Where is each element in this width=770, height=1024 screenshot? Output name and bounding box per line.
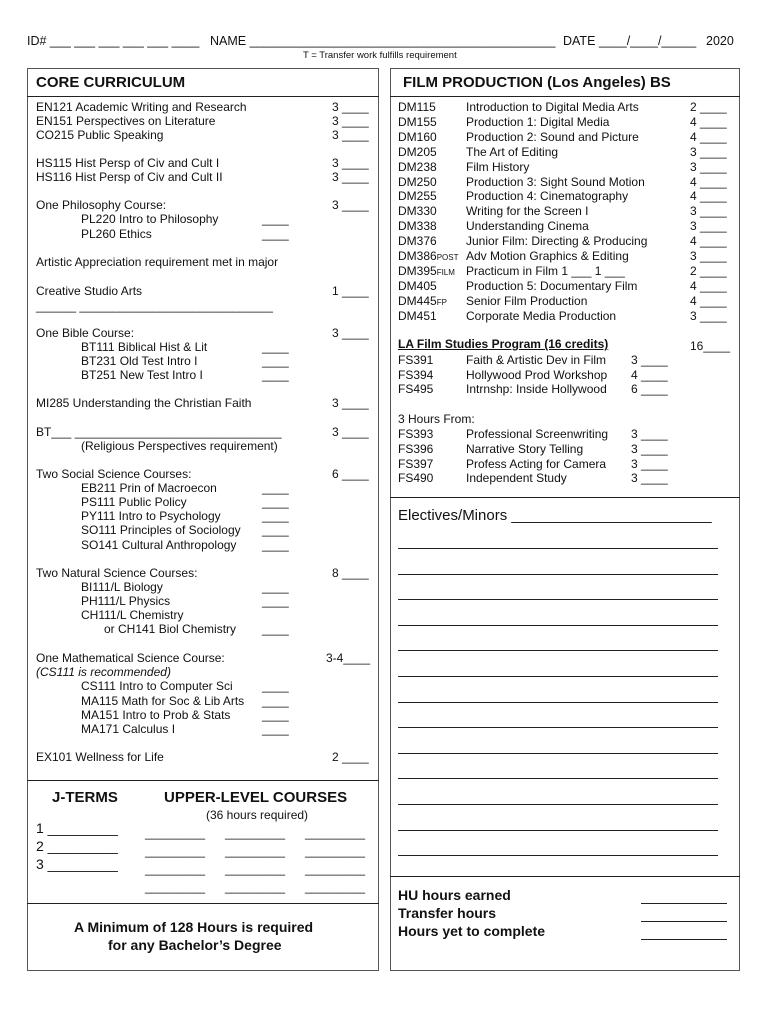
core-course-credits[interactable]: 3 ____ — [332, 114, 369, 128]
film-course-credits[interactable]: 3 ____ — [690, 159, 727, 174]
id-field[interactable]: ID# ___ ___ ___ ___ ___ ____ — [27, 34, 200, 48]
core-course-label: PL260 Ethics — [81, 227, 152, 241]
elective-blank-line[interactable] — [398, 804, 718, 805]
film-course-code — [398, 249, 458, 263]
film-course-code — [398, 219, 437, 233]
elective-blank-line[interactable] — [398, 599, 718, 600]
upper-level-blank[interactable]: _________ — [145, 880, 206, 894]
core-course-label: MA115 Math for Soc & Lib Arts — [81, 694, 245, 708]
core-course-credits[interactable]: ____ — [262, 622, 289, 636]
core-course-label: MI285 Understanding the Christian Faith — [36, 396, 252, 410]
core-course-label: EN121 Academic Writing and Research — [36, 100, 247, 114]
elective-blank-line[interactable] — [398, 702, 718, 703]
core-course-label: HS115 Hist Persp of Civ and Cult I — [36, 156, 220, 170]
course-code: DM330 — [398, 204, 437, 219]
core-course-credits[interactable]: ____ — [262, 679, 289, 693]
core-course-credits[interactable]: ____ — [262, 227, 289, 241]
la-program-title: LA Film Studies Program (16 credits) — [398, 337, 609, 351]
core-course-label: EN151 Perspectives on Literature — [36, 114, 216, 128]
jterm-line-2[interactable]: 2 _________ — [36, 838, 118, 854]
film-course-code — [398, 100, 436, 114]
program-bottom-rule — [390, 497, 740, 498]
core-course-credits[interactable]: 2 ____ — [332, 750, 369, 764]
core-course-label: BT___ _______________________________ — [36, 425, 282, 439]
core-course-label: CS111 Intro to Computer Sci — [81, 679, 233, 693]
film-course-name: Senior Film Production — [466, 293, 588, 308]
core-course-credits[interactable]: 3 ____ — [332, 156, 369, 170]
elective-blank-line[interactable] — [398, 625, 718, 626]
elective-course-credits[interactable]: 3 ____ — [631, 441, 668, 456]
film-course-name: Adv Motion Graphics & Editing — [466, 249, 629, 263]
electives-minors-title[interactable]: Electives/Minors ________________________ — [398, 507, 712, 524]
film-course-credits[interactable]: 4 ____ — [690, 278, 727, 293]
upper-level-blank[interactable]: _________ — [145, 844, 206, 858]
film-course-name: Introduction to Digital Media Arts — [466, 100, 639, 114]
film-course-credits[interactable]: 4 ____ — [690, 189, 727, 204]
upper-level-title: UPPER-LEVEL COURSES — [164, 789, 348, 806]
core-course-credits[interactable]: 3 ____ — [332, 100, 369, 114]
elective-course-code: FS393 — [398, 427, 434, 441]
film-course-code — [398, 234, 437, 248]
core-course-credits[interactable]: 3 ____ — [332, 396, 369, 410]
film-course-code — [398, 309, 437, 323]
elective-course-name: Independent Study — [466, 471, 567, 486]
elective-blank-line[interactable] — [398, 574, 718, 575]
course-code: DM155 — [398, 114, 437, 129]
hours-yet-label: Hours yet to complete — [398, 923, 546, 939]
upper-level-blank[interactable]: _________ — [305, 826, 366, 840]
upper-level-subtitle: (36 hours required) — [206, 808, 309, 822]
core-course-label: One Philosophy Course: — [36, 198, 167, 212]
la-course-name: Hollywood Prod Workshop — [466, 367, 608, 382]
core-course-credits[interactable]: ____ — [262, 694, 289, 708]
core-course-label: Two Social Science Courses: — [36, 467, 192, 481]
core-course-label: EX101 Wellness for Life — [36, 750, 164, 764]
core-course-credits[interactable]: 8 ____ — [332, 566, 369, 580]
jterm-line-1[interactable]: 1 _________ — [36, 820, 118, 836]
film-course-name: Production 5: Documentary Film — [466, 278, 638, 293]
elective-blank-line[interactable] — [398, 650, 718, 651]
core-course-credits[interactable]: ____ — [262, 523, 289, 537]
core-course-label: CH111/L Chemistry — [81, 608, 184, 622]
film-course-credits[interactable]: 2 ____ — [690, 100, 727, 114]
core-course-credits[interactable]: ____ — [262, 481, 289, 495]
transfer-note: T = Transfer work fulfills requirement — [303, 50, 457, 61]
film-course-name: Production 4: Cinematography — [466, 189, 629, 204]
elective-course-name: Profess Acting for Camera — [466, 456, 607, 471]
elective-blank-line[interactable] — [398, 830, 718, 831]
core-course-credits[interactable]: ____ — [262, 708, 289, 722]
core-course-credits[interactable]: 1 ____ — [332, 284, 369, 298]
upper-level-blank[interactable]: _________ — [305, 862, 366, 876]
minimum-hours-line2: for any Bachelor’s Degree — [108, 937, 282, 953]
jterm-line-3[interactable]: 3 _________ — [36, 856, 118, 872]
core-course-credits[interactable]: ____ — [262, 580, 289, 594]
core-course-label: Two Natural Science Courses: — [36, 566, 198, 580]
course-code: DM405 — [398, 278, 437, 293]
film-course-credits[interactable]: 4 ____ — [690, 234, 727, 249]
elective-blank-line[interactable] — [398, 676, 718, 677]
core-course-credits[interactable]: 3 ____ — [332, 425, 369, 439]
elective-blank-line[interactable] — [398, 855, 718, 856]
core-course-credits[interactable]: 3-4____ — [326, 651, 371, 665]
core-course-label: One Mathematical Science Course: — [36, 651, 225, 665]
film-course-name: Understanding Cinema — [466, 219, 589, 234]
course-code: DM238 — [398, 159, 437, 174]
upper-level-blank[interactable]: _________ — [305, 880, 366, 894]
film-production-title: FILM PRODUCTION (Los Angeles) BS — [403, 74, 671, 91]
minimum-hours-line1: A Minimum of 128 Hours is required — [74, 919, 314, 935]
jterms-title: J-TERMS — [52, 789, 118, 806]
core-course-label: One Bible Course: — [36, 326, 135, 340]
film-course-code — [398, 160, 437, 174]
elective-blank-line[interactable] — [398, 727, 718, 728]
elective-blank-line[interactable] — [398, 778, 718, 779]
film-course-code — [398, 115, 437, 129]
course-code: DM115 — [398, 100, 436, 114]
core-course-credits[interactable]: ____ — [262, 212, 289, 226]
film-course-credits[interactable]: 3 ____ — [690, 219, 727, 234]
upper-level-blank[interactable]: _________ — [225, 862, 286, 876]
la-course-name: Intrnshp: Inside Hollywood — [466, 382, 607, 396]
core-course-credits[interactable]: ____ — [262, 340, 289, 354]
core-course-label: MA151 Intro to Prob & Stats — [81, 708, 231, 722]
core-course-label: BT231 Old Test Intro I — [81, 354, 198, 368]
upper-level-blank[interactable]: _________ — [225, 826, 286, 840]
course-code: DM376 — [398, 234, 437, 249]
core-course-credits[interactable]: 3 ____ — [332, 198, 369, 212]
film-course-credits[interactable]: 4 ____ — [690, 174, 727, 189]
course-code: DM451 — [398, 308, 437, 323]
core-course-credits[interactable]: 6 ____ — [332, 467, 369, 481]
core-course-credits[interactable]: 3 ____ — [332, 170, 369, 184]
core-course-credits[interactable]: ____ — [262, 538, 289, 552]
film-course-credits[interactable]: 4 ____ — [690, 293, 727, 308]
la-course-code: FS394 — [398, 367, 434, 382]
film-course-credits[interactable]: 3 ____ — [690, 308, 727, 323]
core-course-credits[interactable]: ____ — [262, 495, 289, 509]
course-code: DM250 — [398, 174, 437, 189]
elective-course-code: FS490 — [398, 471, 434, 486]
elective-course-name: Professional Screenwriting — [466, 427, 609, 441]
core-course-label: BT111 Biblical Hist & Lit — [81, 340, 208, 354]
core-course-credits[interactable]: ____ — [262, 368, 289, 382]
course-code: DM338 — [398, 219, 437, 234]
film-course-credits[interactable]: 3 ____ — [690, 249, 727, 263]
la-course-code: FS495 — [398, 382, 434, 396]
film-course-code — [398, 130, 437, 144]
film-course-code — [398, 145, 437, 159]
elective-course-code: FS396 — [398, 441, 434, 456]
film-course-code — [398, 175, 437, 189]
course-code-suffix: POST — [436, 253, 459, 262]
core-course-label: PY111 Intro to Psychology — [81, 509, 221, 523]
core-course-credits[interactable]: 3 ____ — [332, 326, 369, 340]
date-field[interactable]: DATE ____/____/_____ — [563, 34, 697, 48]
course-code-suffix: FP — [436, 297, 447, 307]
film-course-credits[interactable]: 4 ____ — [690, 129, 727, 144]
core-course-label: SO111 Principles of Sociology — [81, 523, 241, 537]
core-course-label: PL220 Intro to Philosophy — [81, 212, 219, 226]
course-code-suffix: FILM — [436, 267, 455, 277]
la-course-credits[interactable]: 4 ____ — [631, 367, 668, 382]
elective-course-code: FS397 — [398, 456, 434, 471]
core-curriculum-title: CORE CURRICULUM — [36, 74, 186, 91]
film-course-code — [398, 264, 455, 278]
hu-hours-blank[interactable] — [641, 903, 727, 904]
la-course-code: FS391 — [398, 353, 434, 367]
core-course-credits[interactable]: ____ — [262, 594, 289, 608]
core-course-label: PS111 Public Policy — [81, 495, 187, 509]
core-course-label: Artistic Appreciation requirement met in major — [36, 255, 279, 269]
core-course-label: CO215 Public Speaking — [36, 128, 164, 142]
core-course-label: (Religious Perspectives requirement) — [81, 439, 278, 453]
core-course-label: ______ _____________________________ — [36, 299, 273, 313]
film-course-name: The Art of Editing — [466, 144, 559, 159]
core-course-label: (CS111 is recommended) — [36, 665, 171, 679]
elective-course-credits[interactable]: 3 ____ — [631, 427, 668, 441]
core-course-label: PH111/L Physics — [81, 594, 171, 608]
core-course-label: HS116 Hist Persp of Civ and Cult II — [36, 170, 223, 184]
film-course-credits[interactable]: 3 ____ — [690, 204, 727, 219]
film-course-credits[interactable]: 2 ____ — [690, 263, 727, 278]
hours-yet-blank[interactable] — [641, 939, 727, 940]
elective-blank-line[interactable] — [398, 548, 718, 549]
film-course-credits[interactable]: 3 ____ — [690, 144, 727, 159]
core-course-label: EB211 Prin of Macroecon — [81, 481, 217, 495]
core-course-credits[interactable]: ____ — [262, 722, 289, 736]
course-code: DM160 — [398, 129, 437, 144]
film-course-code — [398, 189, 437, 203]
course-code: DM205 — [398, 144, 437, 159]
film-course-code — [398, 279, 437, 293]
film-course-code — [398, 294, 447, 308]
film-course-name: Junior Film: Directing & Producing — [466, 234, 648, 249]
elective-course-credits[interactable]: 3 ____ — [631, 471, 668, 486]
la-course-name: Faith & Artistic Dev in Film — [466, 353, 607, 367]
elective-blank-line[interactable] — [398, 753, 718, 754]
la-program-credits[interactable]: 16____ — [690, 339, 731, 353]
film-course-code — [398, 204, 437, 218]
film-course-name: Practicum in Film 1 ___ 1 ___ — [466, 263, 625, 278]
core-course-label: SO141 Cultural Anthropology — [81, 538, 237, 552]
course-code: DM395 — [398, 263, 437, 278]
course-code: DM386 — [398, 249, 437, 263]
year-label: 2020 — [706, 34, 734, 48]
core-course-credits[interactable]: 3 ____ — [332, 128, 369, 142]
electives-bottom-rule — [390, 876, 740, 877]
transfer-hours-label: Transfer hours — [398, 905, 497, 921]
upper-level-blank[interactable]: _________ — [145, 826, 206, 840]
transfer-hours-blank[interactable] — [641, 921, 727, 922]
course-code: DM445 — [398, 293, 437, 308]
name-field[interactable]: NAME ____________________________________________ — [210, 34, 556, 48]
elective-course-name: Narrative Story Telling — [466, 441, 584, 456]
core-course-label: MA171 Calculus I — [81, 722, 176, 736]
film-course-name: Film History — [466, 159, 530, 174]
elective-course-credits[interactable]: 3 ____ — [631, 456, 668, 471]
core-course-label: or CH141 Biol Chemistry — [104, 622, 237, 636]
core-course-label: Creative Studio Arts — [36, 284, 143, 298]
film-course-name: Corporate Media Production — [466, 308, 617, 323]
upper-level-blank[interactable]: _________ — [305, 844, 366, 858]
upper-level-blank[interactable]: _________ — [225, 844, 286, 858]
film-course-name: Production 3: Sight Sound Motion — [466, 174, 645, 189]
film-course-name: Production 2: Sound and Picture — [466, 129, 639, 144]
la-course-credits[interactable]: 3 ____ — [631, 353, 668, 367]
core-course-credits[interactable]: ____ — [262, 509, 289, 523]
la-course-credits[interactable]: 6 ____ — [631, 382, 668, 396]
core-course-label: BT251 New Test Intro I — [81, 368, 203, 382]
hu-hours-earned-label: HU hours earned — [398, 887, 511, 903]
film-title-rule — [390, 96, 740, 97]
film-course-name: Writing for the Screen I — [466, 204, 589, 219]
upper-level-blank[interactable]: _________ — [145, 862, 206, 876]
core-title-rule — [27, 96, 379, 97]
upper-bottom-rule — [27, 903, 379, 904]
upper-level-blank[interactable]: _________ — [225, 880, 286, 894]
film-course-name: Production 1: Digital Media — [466, 114, 610, 129]
film-course-credits[interactable]: 4 ____ — [690, 114, 727, 129]
course-code: DM255 — [398, 189, 437, 204]
core-course-label: BI111/L Biology — [81, 580, 163, 594]
core-bottom-rule — [27, 780, 379, 781]
core-course-credits[interactable]: ____ — [262, 354, 289, 368]
three-hours-from-label: 3 Hours From: — [398, 412, 475, 426]
